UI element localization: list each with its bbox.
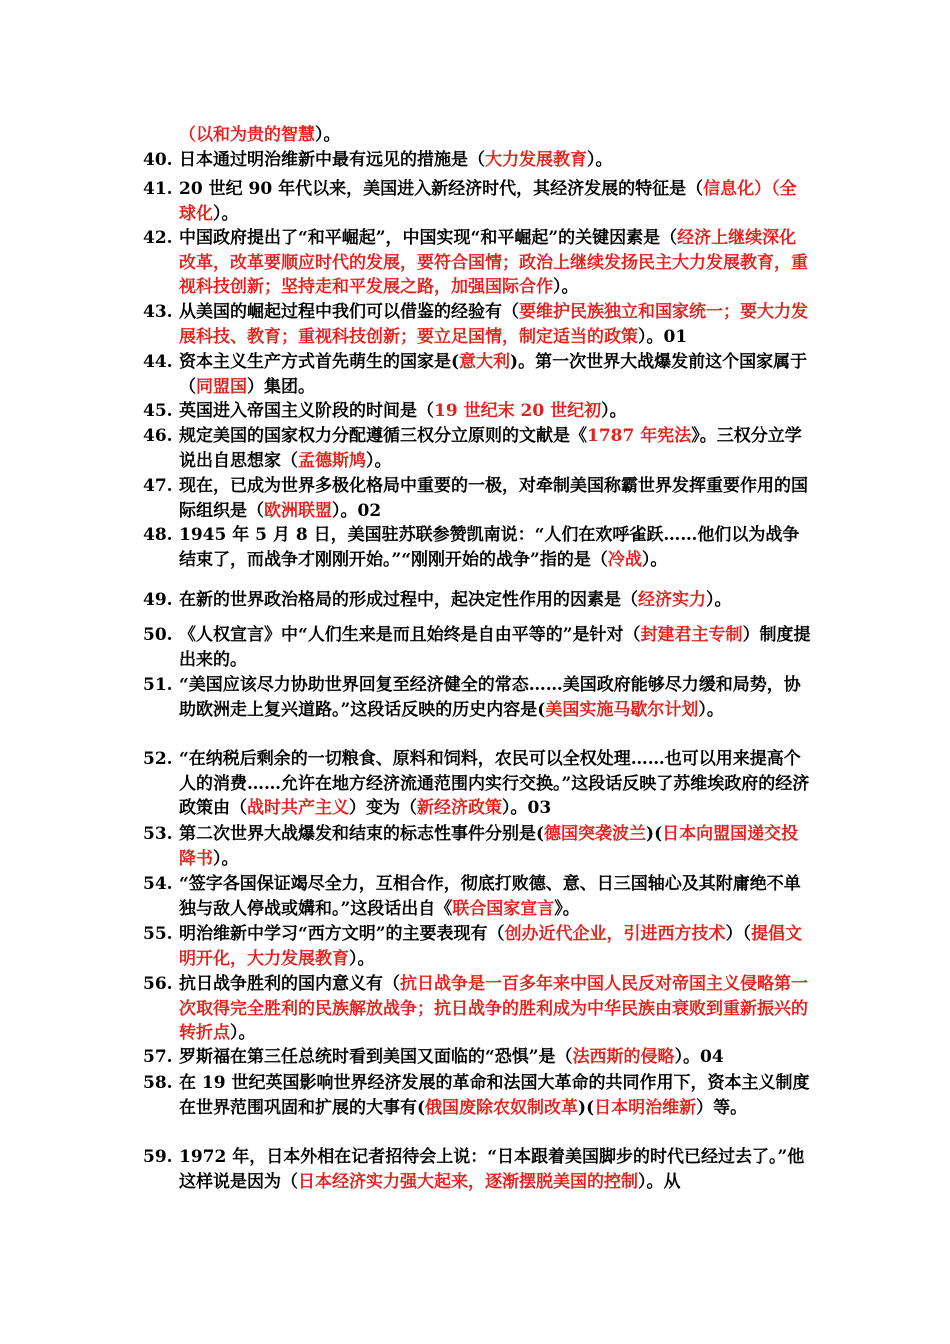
- question-item: [179, 123, 813, 148]
- prompt-text: 1945 年 5 月 8 日，美国驻苏联参赞凯南说：“人们在欢呼雀跃……他们以为战争结束了，而战争才刚刚开始。”“刚刚开始的战争”指的是（: [179, 525, 800, 570]
- question-text: [179, 822, 813, 871]
- prompt-text: ）。: [213, 203, 239, 224]
- question-text: [179, 1071, 813, 1120]
- question-item: [143, 588, 813, 613]
- question-text: [179, 922, 813, 971]
- question-number: 40.: [143, 150, 173, 170]
- prompt-text: 》。三权分立学说出自思想家（: [179, 426, 802, 471]
- question-number: 44.: [143, 352, 173, 372]
- answer-text: 封建君主专制: [640, 625, 743, 645]
- answer-text: 日本明治维新: [594, 1097, 697, 1118]
- answer-text: 19 世纪末 20 世纪初: [434, 401, 602, 421]
- answer-text: 信息化）（全球化: [179, 179, 797, 224]
- question-number: 49.: [143, 590, 173, 610]
- question-item: [143, 300, 813, 347]
- question-item: [143, 424, 813, 471]
- question-text: [179, 399, 813, 424]
- answer-text: 同盟国: [196, 376, 247, 397]
- answer-text: 创办近代企业，引进西方技术: [504, 924, 726, 944]
- answer-text: 联合国家宣言: [452, 898, 555, 919]
- answer-text: 大力发展教育: [485, 150, 587, 170]
- question-number: 55.: [143, 924, 173, 944]
- prompt-text: )(: [578, 1097, 595, 1118]
- question-item: [143, 148, 813, 173]
- answer-text: 德国突袭波兰: [544, 824, 647, 844]
- prompt-text: ）。: [587, 150, 613, 170]
- prompt-text: ）等。: [696, 1097, 748, 1118]
- answer-text: 要维护民族独立和国家统一；要大力发展科技、教育；重视科技创新；要立足国情，制定适当的政策: [179, 302, 808, 347]
- answer-text: 战时共产主义: [247, 798, 349, 818]
- answer-text: 法西斯的侵略: [572, 1047, 675, 1067]
- question-item: [143, 177, 813, 224]
- answer-text: 意大利: [459, 352, 511, 372]
- answer-text: 日本经济实力强大起来，逐渐摆脱美国的控制: [298, 1171, 638, 1192]
- prompt-text: ）。: [349, 948, 375, 969]
- answer-text: 冷战: [607, 549, 642, 570]
- question-number: 54.: [143, 874, 173, 894]
- answer-text: 经济上继续深化改革，改革要顺应时代的发展，要符合国情；政治上继续发扬民主大力发展教育，重视科技创新；坚持走和平发展之路，加强国际合作: [179, 228, 808, 297]
- question-text: [179, 872, 813, 921]
- prompt-text: 在新的世界政治格局的形成过程中，起决定性作用的因素是（: [179, 590, 638, 610]
- question-text: [179, 623, 813, 672]
- prompt-text: ）。: [213, 848, 239, 869]
- question-text: [179, 300, 813, 349]
- answer-text: 提倡文明开化，大力发展教育: [179, 924, 803, 969]
- question-text: [179, 474, 813, 523]
- answer-text: 经济实力: [638, 590, 706, 610]
- prompt-text: 1972 年，日本外相在记者招待会上说：“日本跟着美国脚步的时代已经过去了。”他这样说是因为（: [179, 1147, 805, 1192]
- prompt-text: )(: [646, 824, 663, 844]
- prompt-text: 在 19 世纪英国影响世界经济发展的革命和法国大革命的共同作用下，资本主义制度在世界范围巩固和扩展的大事有(: [179, 1073, 810, 1118]
- question-text: [179, 673, 813, 722]
- question-number: 43.: [143, 302, 173, 322]
- prompt-text: 资本主义生产方式首先萌生的国家是(: [179, 352, 460, 372]
- question-item: [143, 350, 813, 397]
- question-text: [179, 1145, 813, 1194]
- question-text: [179, 123, 813, 148]
- question-number: 56.: [143, 974, 173, 994]
- answer-text: 孟德斯鸠: [298, 450, 366, 471]
- prompt-text: 从美国的崛起过程中我们可以借鉴的经验有（: [179, 302, 519, 322]
- question-number: 50.: [143, 625, 173, 645]
- prompt-text: ）。: [315, 125, 341, 145]
- question-item: [143, 747, 813, 818]
- question-number: 53.: [143, 824, 173, 844]
- prompt-text: 第二次世界大战爆发和结束的标志性事件分别是(: [179, 824, 545, 844]
- question-item: [143, 673, 813, 720]
- prompt-text: 20 世纪 90 年代以来，美国进入新经济时代，其经济发展的特征是（: [179, 179, 704, 199]
- question-number: 51.: [143, 675, 173, 695]
- prompt-text: 中国政府提出了“和平崛起”，中国实现“和平崛起”的关键因素是（: [179, 228, 678, 248]
- answer-text: 俄国废除农奴制改革: [425, 1097, 579, 1118]
- question-number: 57.: [143, 1047, 173, 1067]
- answer-text: 美国实施马歇尔计划: [545, 699, 699, 720]
- question-item: [143, 822, 813, 869]
- question-text: [179, 1045, 813, 1070]
- prompt-text: ）制度提出来的。: [179, 625, 811, 670]
- prompt-text: 抗日战争胜利的国内意义有（: [179, 974, 400, 994]
- question-text: [179, 424, 813, 473]
- answer-text: 欧洲联盟: [264, 500, 332, 521]
- question-item: [143, 1045, 813, 1070]
- question-number: 48.: [143, 525, 173, 545]
- prompt-text: 》。: [554, 898, 580, 919]
- answer-text: 1787 年宪法: [587, 426, 692, 446]
- prompt-text: ）。: [366, 450, 392, 471]
- prompt-text: ）。01: [638, 326, 688, 347]
- question-text: [179, 588, 813, 613]
- question-item: [143, 523, 813, 570]
- prompt-text: ）（: [725, 924, 752, 944]
- prompt-text: 《人权宣言》中“人们生来是而且始终是自由平等的”是针对（: [179, 625, 641, 645]
- prompt-text: 规定美国的国家权力分配遵循三权分立原则的文献是《: [179, 426, 587, 446]
- answer-text: 新经济政策: [417, 798, 502, 818]
- question-item: [143, 1071, 813, 1118]
- question-item: [143, 1145, 813, 1192]
- question-text: [179, 523, 813, 572]
- prompt-text: ）。: [706, 590, 732, 610]
- question-item: [143, 474, 813, 521]
- prompt-text: 明治维新中学习“西方文明”的主要表现有（: [179, 924, 505, 944]
- question-text: [179, 177, 813, 226]
- prompt-text: ）集团。: [247, 376, 315, 397]
- prompt-text: ）。: [601, 401, 627, 421]
- prompt-text: “在纳税后剩余的一切粮食、原料和饲料，农民可以全权处理……也可以用来提高个人的消费……允许在地方经济流通范围内实行交换。”这段话反映了苏维埃政府的经济政策由（: [179, 749, 810, 818]
- question-item: [143, 623, 813, 670]
- prompt-text: ）。04: [674, 1047, 724, 1067]
- prompt-text: ）。: [230, 1023, 256, 1043]
- question-number: 58.: [143, 1073, 173, 1093]
- prompt-text: 罗斯福在第三任总统时看到美国又面临的“恐惧”是（: [179, 1047, 573, 1067]
- question-item: [143, 226, 813, 297]
- question-item: [143, 922, 813, 969]
- question-text: [179, 226, 813, 300]
- question-number: 59.: [143, 1147, 173, 1167]
- question-number: 47.: [143, 476, 173, 496]
- prompt-text: “签字各国保证竭尽全力，互相合作，彻底打败德、意、日三国轴心及其附庸绝不单独与敌人停战或媾和。”这段话出自《: [179, 874, 801, 919]
- prompt-text: ）。02: [332, 500, 382, 521]
- prompt-text: 现在，已成为世界多极化格局中重要的一极，对牵制美国称霸世界发挥重要作用的国际组织是（: [179, 476, 808, 521]
- prompt-text: ）。: [553, 277, 579, 297]
- prompt-text: ）变为（: [349, 798, 417, 818]
- prompt-text: ）。从: [638, 1171, 681, 1192]
- answer-text: 日本向盟国递交投降书: [179, 824, 799, 869]
- question-number: 41.: [143, 179, 173, 199]
- question-text: [179, 972, 813, 1046]
- answer-text: 抗日战争是一百多年来中国人民反对帝国主义侵略第一次取得完全胜利的民族解放战争；抗日战争的胜利成为中华民族由衰败到重新振兴的转折点: [179, 974, 808, 1043]
- prompt-text: 英国进入帝国主义阶段的时间是（: [179, 401, 434, 421]
- question-item: [143, 972, 813, 1043]
- answer-text: （以和为贵的智慧: [179, 125, 315, 145]
- prompt-text: 日本通过明治维新中最有远见的措施是（: [179, 150, 485, 170]
- question-item: [143, 399, 813, 424]
- question-text: [179, 148, 813, 173]
- prompt-text: ）。: [698, 699, 724, 720]
- question-text: [179, 350, 813, 399]
- prompt-text: )。第一次世界大战爆发前这个国家属于（: [179, 352, 808, 397]
- prompt-text: ）。03: [502, 798, 552, 818]
- question-number: 46.: [143, 426, 173, 446]
- question-number: 42.: [143, 228, 173, 248]
- question-item: [143, 872, 813, 919]
- prompt-text: “美国应该尽力协助世界回复至经济健全的常态……美国政府能够尽力缓和局势，协助欧洲走上复兴道路。”这段话反映的历史内容是(: [179, 675, 801, 720]
- question-number: 45.: [143, 401, 173, 421]
- prompt-text: ）。: [641, 549, 668, 570]
- question-text: [179, 747, 813, 821]
- question-number: 52.: [143, 749, 173, 769]
